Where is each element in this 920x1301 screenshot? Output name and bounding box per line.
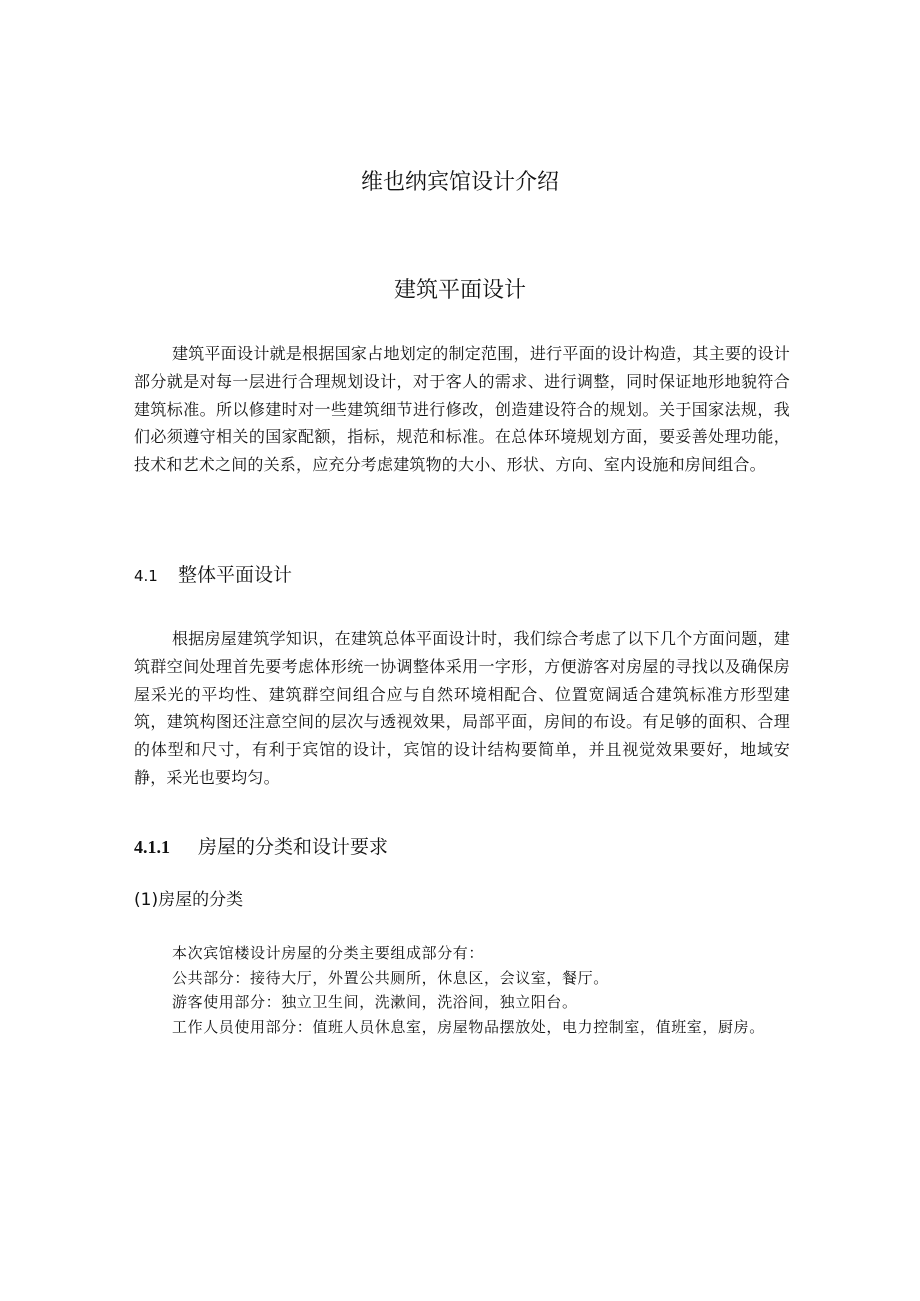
subsubsection-number: 4.1.1 xyxy=(134,837,170,857)
list-item: 公共部分：接待大厅，外置公共厕所，休息区，会议室，餐厅。 xyxy=(172,968,609,987)
document-title: 维也纳宾馆设计介绍 xyxy=(360,170,559,195)
subsection-heading xyxy=(134,562,292,589)
classification-list xyxy=(172,941,792,1039)
item-heading: (1)房屋的分类 xyxy=(134,890,244,910)
subsection-number: 4.1 xyxy=(134,567,158,585)
intro-paragraph: 建筑平面设计就是根据国家占地划定的制定范围，进行平面的设计构造，其主要的设计部分就是对每一层进行合理规划设计，对于客人的需求、进行调整，同时保证地形地貌符合建筑标准。所以修建时对一些建筑细节进行修改，创造建设符合的规划。关于国家法规，我们必须遵守相关的国家配额，指标，规范和标准。在总体环境规划方面，要妥善处理功能，技术和艺术之间的关系，应充分考虑建筑物的大小、形状、方向、室内设施和房间组合。 xyxy=(134,344,790,475)
subsubsection-heading xyxy=(134,834,388,860)
subsection-title: 整体平面设计 xyxy=(178,564,293,586)
subsection-paragraph: 根据房屋建筑学知识，在建筑总体平面设计时，我们综合考虑了以下几个方面问题，建筑群空间处理首先要考虑体形统一协调整体采用一字形，方便游客对房屋的寻找以及确保房屋采光的平均性、建筑群空间组合应与自然环境相配合、位置宽阔适合建筑标准方形型建筑，建筑构图还注意空间的层次与透视效果，局部平面，房间的布设。有足够的面积、合理的体型和尺寸，有利于宾馆的设计，宾馆的设计结构要简单，并且视觉效果要好，地域安静，采光也要均匀。 xyxy=(134,629,790,787)
section-title: 建筑平面设计 xyxy=(393,278,526,303)
list-item: 工作人员使用部分：值班人员休息室，房屋物品摆放处，电力控制室，值班室，厨房。 xyxy=(172,1017,765,1036)
list-item: 游客使用部分：独立卫生间，洗漱间，洗浴间，独立阳台。 xyxy=(172,993,578,1011)
list-item: 本次宾馆楼设计房屋的分类主要组成部分有： xyxy=(172,944,485,962)
subsubsection-title: 房屋的分类和设计要求 xyxy=(198,836,389,858)
